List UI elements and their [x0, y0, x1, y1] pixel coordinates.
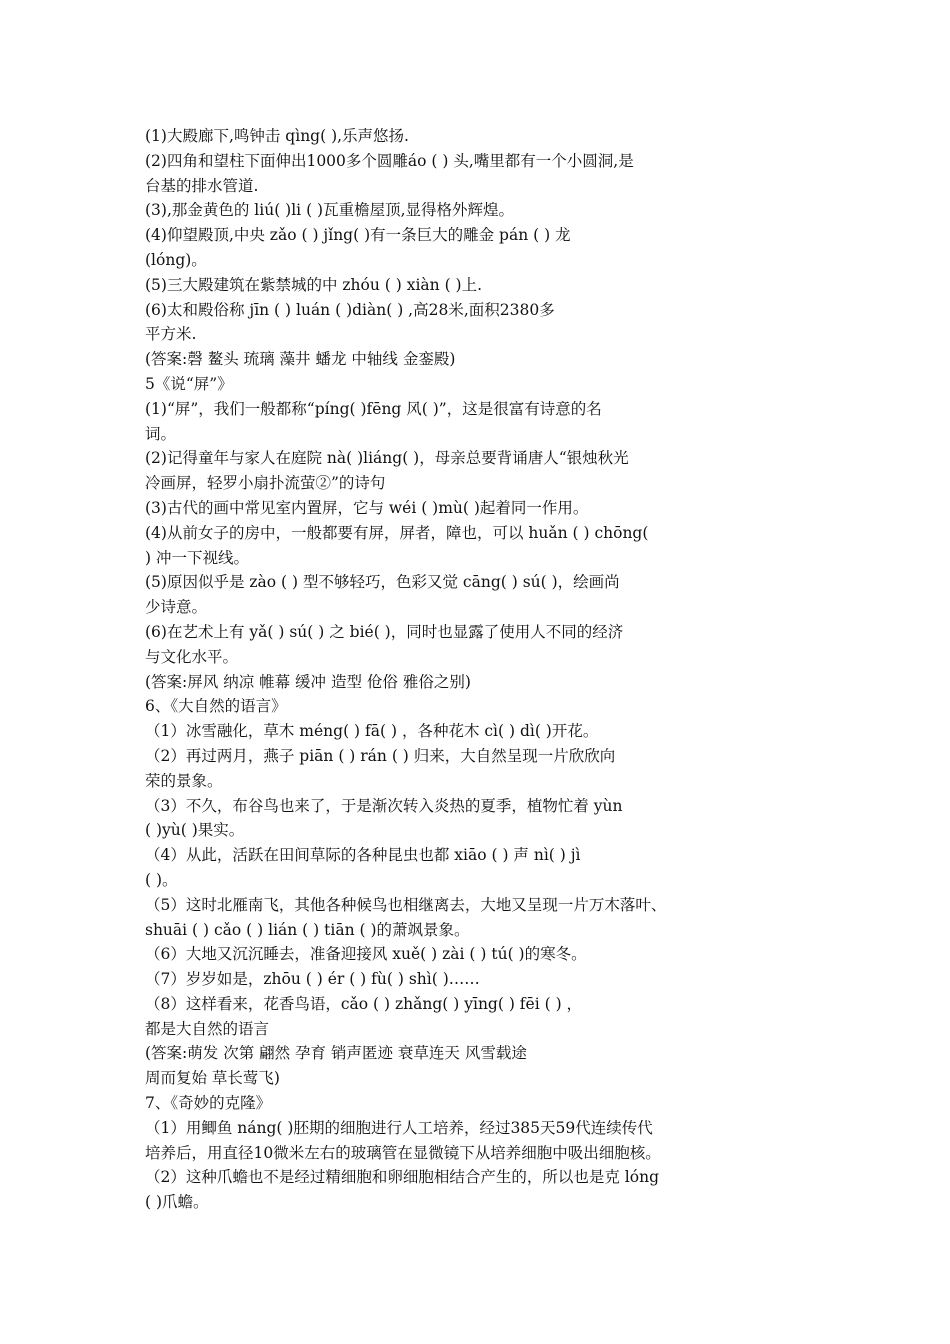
- exercise-line: 词。: [145, 424, 177, 443]
- document-body: [145, 124, 810, 1215]
- answer-line: (答案:磬 鳌头 琉璃 藻井 蟠龙 中轴线 金銮殿): [145, 350, 456, 369]
- exercise-line: (4)仰望殿顶,中央 zǎo ( ) jǐng( )有一条巨大的雕金 pán ( ) 龙: [145, 226, 571, 245]
- exercise-line: （2）这种爪蟾也不是经过精细胞和卵细胞相结合产生的，所以也是克 lóng: [145, 1168, 659, 1187]
- answer-line: 周而复始 草长莺飞): [145, 1069, 280, 1088]
- exercise-line: （3）不久，布谷鸟也来了，于是渐次转入炎热的夏季，植物忙着 yùn: [145, 796, 623, 815]
- exercise-line: （8）这样看来，花香鸟语，cǎo ( ) zhǎng( ) yīng( ) fēi ( ) ，: [145, 994, 583, 1013]
- section-heading: 7、《奇妙的克隆》: [145, 1094, 272, 1113]
- exercise-line: (6)太和殿俗称 jīn ( ) luán ( )diàn( ) ,高28米,面积2380多: [145, 300, 555, 319]
- exercise-line: （1）冰雪融化，草木 méng( ) fā( ) ，各种花木 cì( ) dì( )开花。: [145, 722, 599, 741]
- exercise-line: (2)记得童年与家人在庭院 nà( )liáng( )，母亲总要背诵唐人“银烛秋光: [145, 449, 629, 468]
- exercise-line: 都是大自然的语言: [145, 1019, 270, 1038]
- exercise-line: ( )爪蟾。: [145, 1193, 209, 1212]
- exercise-line: shuāi ( ) cǎo ( ) lián ( ) tiān ( )的萧飒景象。: [145, 920, 470, 939]
- exercise-line: (1)大殿廊下,鸣钟击 qìng( ),乐声悠扬.: [145, 127, 409, 145]
- section-heading: 6、《大自然的语言》: [145, 697, 287, 716]
- exercise-line: (1)“屏”，我们一般都称“píng( )fēng 风( )”，这是很富有诗意的名: [145, 399, 602, 418]
- exercise-line: (3),那金黄色的 liú( )li ( )瓦重檐屋顶,显得格外辉煌。: [145, 201, 515, 220]
- exercise-line: 培养后，用直径10微米左右的玻璃管在显微镜下从培养细胞中吸出细胞核。: [145, 1143, 661, 1162]
- exercise-line: ) 冲一下视线。: [145, 548, 249, 567]
- exercise-line: (3)古代的画中常见室内置屏，它与 wéi ( )mù( )起着同一作用。: [145, 498, 589, 517]
- exercise-line: 少诗意。: [145, 598, 208, 617]
- exercise-line: 台基的排水管道.: [145, 176, 259, 195]
- exercise-line: （1）用鲫鱼 náng( )胚期的细胞进行人工培养，经过385天59代连续传代: [145, 1118, 653, 1137]
- answer-line: (答案:屏风 纳凉 帷幕 缓冲 造型 伧俗 雅俗之别): [145, 672, 471, 691]
- exercise-line: （6）大地又沉沉睡去，准备迎接风 xuě( ) zài ( ) tú( )的寒冬。: [145, 945, 587, 964]
- exercise-line: （7）岁岁如是，zhōu ( ) ér ( ) fù( ) shì( )……: [145, 970, 480, 989]
- exercise-line: ( )。: [145, 870, 178, 889]
- exercise-line: (4)从前女子的房中，一般都要有屏，屏者，障也，可以 huǎn ( ) chōng(: [145, 523, 649, 542]
- exercise-line: （4）从此，活跃在田间草际的各种昆虫也都 xiāo ( ) 声 nì( ) jì: [145, 846, 581, 865]
- exercise-line: （2）再过两月，燕子 piān ( ) rán ( ) 归来，大自然呈现一片欣欣向: [145, 746, 616, 765]
- exercise-line: (5)三大殿建筑在紫禁城的中 zhóu ( ) xiàn ( )上.: [145, 275, 483, 294]
- exercise-line: （5）这时北雁南飞，其他各种候鸟也相继离去，大地又呈现一片万木落叶、: [145, 895, 667, 914]
- exercise-line: 冷画屏，轻罗小扇扑流萤②”的诗句: [145, 474, 386, 493]
- exercise-line: (6)在艺术上有 yǎ( ) sú( ) 之 bié( )，同时也显露了使用人不同的经济: [145, 622, 624, 641]
- exercise-line: 平方米.: [145, 325, 197, 344]
- exercise-line: ( )yù( )果实。: [145, 821, 245, 840]
- answer-line: (答案:萌发 次第 翩然 孕育 销声匿迹 衰草连天 风雪载途: [145, 1044, 527, 1063]
- section-heading: 5《说“屏”》: [145, 374, 233, 393]
- exercise-line: (2)四角和望柱下面伸出1000多个圆雕áo ( ) 头,嘴里都有一个小圆洞,是: [145, 151, 634, 170]
- exercise-line: (5)原因似乎是 zào ( ) 型不够轻巧，色彩又觉 cāng( ) sú( )，绘画尚: [145, 573, 620, 592]
- exercise-line: 荣的景象。: [145, 771, 223, 790]
- exercise-line: 与文化水平。: [145, 647, 239, 666]
- exercise-line: (lóng)。: [145, 250, 207, 269]
